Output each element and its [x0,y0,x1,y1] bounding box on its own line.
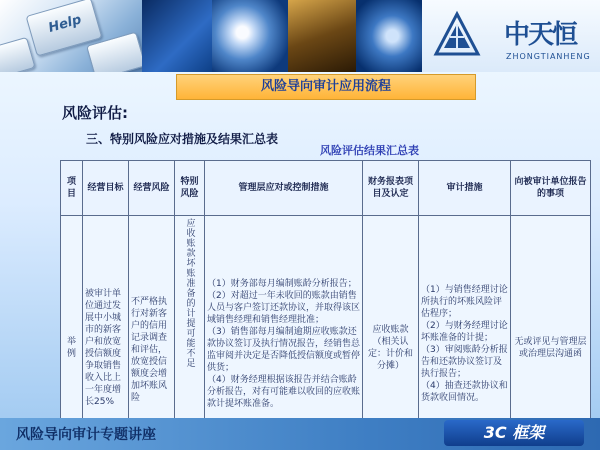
table-row [61,216,591,450]
table-header-row [61,161,591,216]
special-risk-cell [175,216,205,450]
section-heading: 风险评估: [62,104,128,122]
audit-cell: （1）与销售经理讨论所执行的坏账风险评估程序； （2）与财务经理讨论坏账准备的计提； （3）审阅账龄分析报告和还款协议签订及执行报告； （4）抽查还款协议和货款收回情况。 [419,216,511,450]
logo-subtitle: ZHONGTIANHENG [506,52,591,61]
slide-title: 风险导向审计应用流程 [176,74,476,100]
banner-photo [356,0,422,72]
report-cell: 无或评见与管理层或治理层沟通函 [511,216,591,450]
table-header-cell: 财务报表项目及认定 [363,161,419,216]
keyboard-key [0,37,36,72]
logo-text: 中天恒 [504,20,577,50]
footer-text: 风险导向审计专题讲座 [16,427,156,443]
table-header-cell: 管理层应对或控制措施 [205,161,363,216]
table-caption: 风险评估结果汇总表 [320,144,419,157]
table-header-cell: 项目 [61,161,83,216]
keyboard-image [0,0,142,72]
brand-badge: 3C 框架 [444,420,584,446]
banner-photo [212,0,288,72]
risk-cell: 不严格执行对新客户的信用记录调查和评估，放宽授信额度会增加坏账风险 [129,216,175,450]
company-logo [422,0,600,72]
subheading: 三、特别风险应对措施及结果汇总表 [86,132,279,146]
account-cell: 应收账款 （相关认定：计价和分摊） [363,216,419,450]
table-header-cell: 经营风险 [129,161,175,216]
special-risk-text: 应收账款坏账准备的计提可能不足 [184,218,195,368]
objective-cell: 被审计单位通过发展中小城市的新客户和放宽授信额度争取销售收入比上一年度增长25% [83,216,129,450]
header-banner [0,0,600,72]
triangle-logo-icon [432,10,482,60]
risk-summary-table [60,160,591,450]
table-header-cell: 特别风险 [175,161,205,216]
banner-photo [288,0,356,72]
management-cell: （1）财务部每月编制账龄分析报告； （2）对超过一年未收回的账款由销售人员与客户签订还款协议，并取得该区域销售经理和销售经理批准； （3）销售部每月编制逾期应收账款还款协议签订及执行情况报告，经销售总监审阅并决定是否降低授信额度或暂停供货； （4）财务经理根据该报告并结合账龄分析报告，对有可能难以收回的应收账款计提坏账准备。 [205,216,363,450]
banner-photo [142,0,212,72]
help-key-label: Help [46,12,84,36]
item-cell: 举例 [61,216,83,450]
table-header-cell: 向被审计单位报告的事项 [511,161,591,216]
table-header-cell: 经营目标 [83,161,129,216]
table-header-cell: 审计措施 [419,161,511,216]
